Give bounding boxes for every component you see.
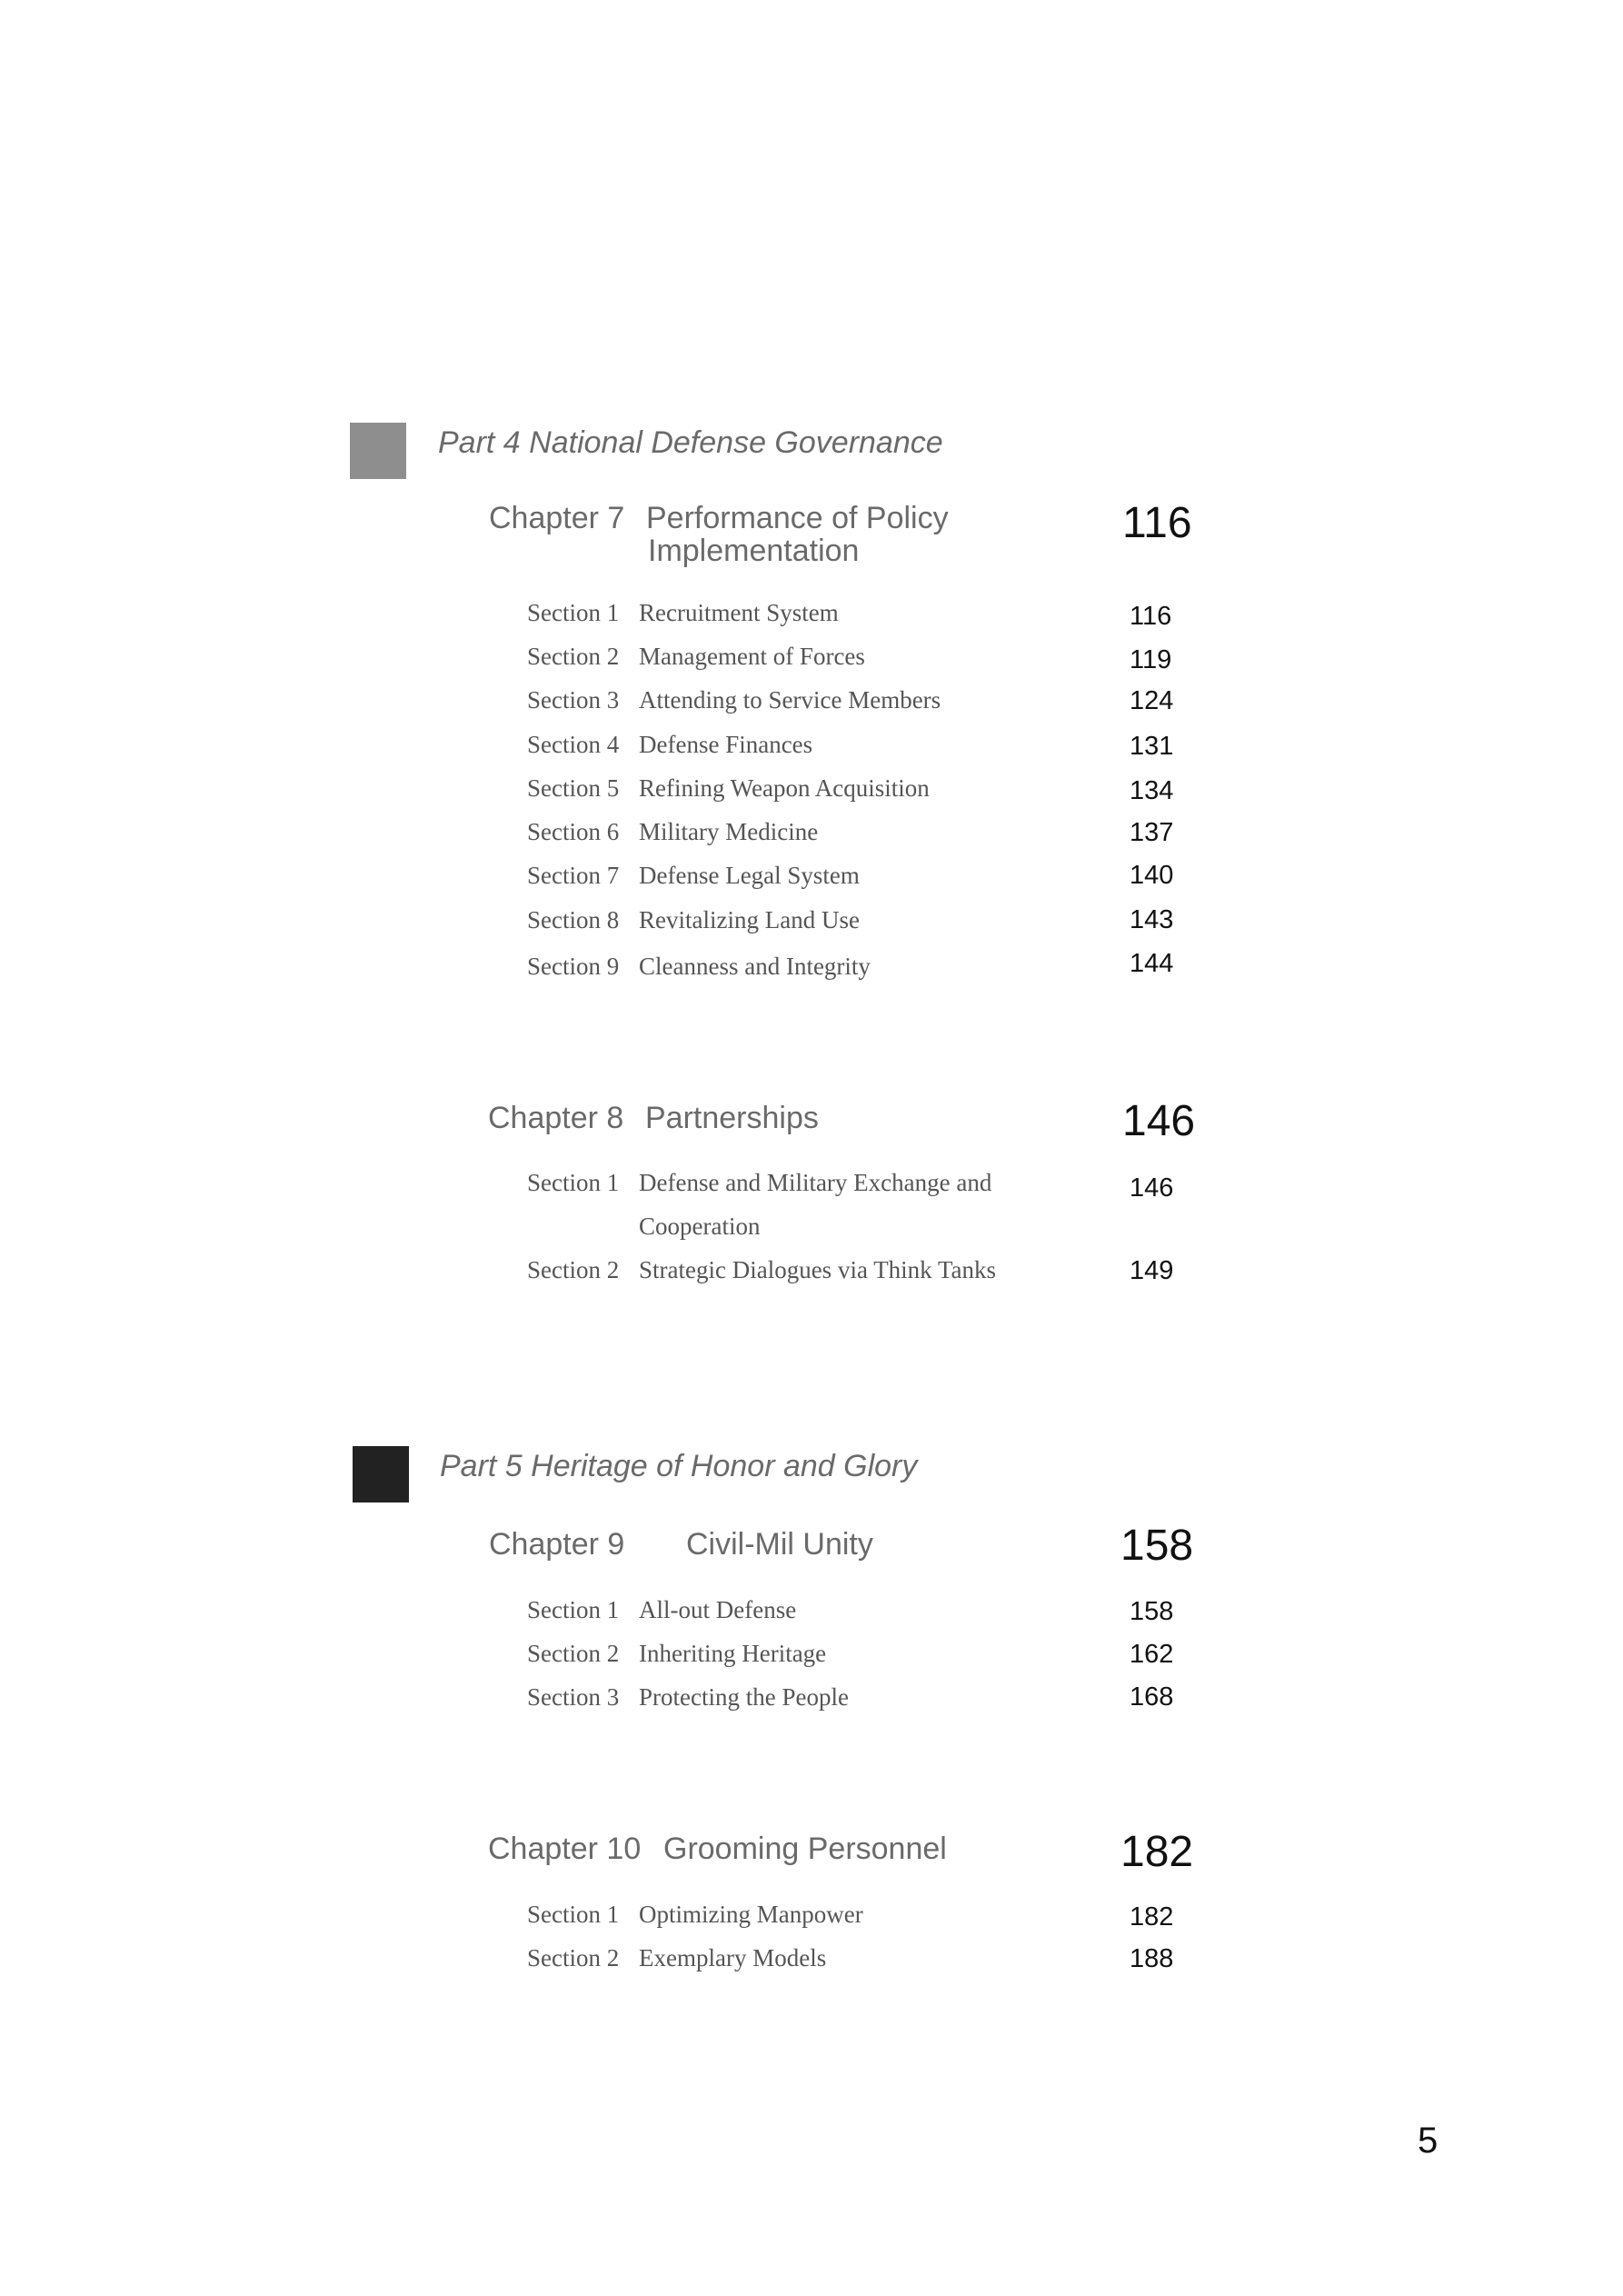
ch7-section-5-title: Refining Weapon Acquisition (639, 774, 930, 802)
ch7-section-3-title: Attending to Service Members (639, 686, 941, 714)
chapter-8-page: 146 (1122, 1097, 1196, 1145)
ch10-section-1-title: Optimizing Manpower (639, 1901, 863, 1928)
ch9-section-2-page: 162 (1130, 1640, 1174, 1669)
ch7-section-5-page: 134 (1130, 776, 1174, 805)
ch9-section-1-title: All-out Defense (639, 1596, 797, 1623)
ch9-section-3-label: Section 3 (527, 1683, 620, 1711)
part-5-title: Part 5 Heritage of Honor and Glory (440, 1449, 918, 1483)
ch7-section-7-label: Section 7 (527, 862, 620, 889)
chapter-10-title: Grooming Personnel (663, 1832, 947, 1866)
ch8-section-2-page: 149 (1130, 1256, 1174, 1285)
ch7-section-6-page: 137 (1130, 818, 1174, 847)
ch8-section-1-title-line-2: Cooperation (639, 1213, 761, 1240)
ch9-section-3-title: Protecting the People (639, 1683, 849, 1711)
ch7-section-4-label: Section 4 (527, 731, 620, 758)
ch7-section-1-label: Section 1 (527, 599, 620, 626)
ch7-section-8-page: 143 (1130, 905, 1174, 934)
ch9-section-1-page: 158 (1130, 1597, 1174, 1626)
chapter-10-page: 182 (1120, 1828, 1194, 1876)
ch8-section-1-label: Section 1 (527, 1169, 620, 1196)
ch7-section-8-label: Section 8 (527, 906, 620, 933)
chapter-9-title: Civil-Mil Unity (686, 1527, 873, 1562)
chapter-7-title-line-1: Performance of Policy (646, 501, 949, 535)
ch9-section-3-page: 168 (1130, 1682, 1174, 1712)
ch7-section-1-page: 116 (1130, 602, 1172, 631)
ch7-section-5-label: Section 5 (527, 774, 620, 802)
chapter-9-label: Chapter 9 (489, 1527, 625, 1562)
ch7-section-9-label: Section 9 (527, 953, 620, 980)
ch9-section-1-label: Section 1 (527, 1596, 620, 1623)
ch10-section-2-page: 188 (1130, 1944, 1174, 1973)
chapter-7-label: Chapter 7 (489, 501, 625, 535)
page-number: 5 (1418, 2121, 1439, 2161)
part-4-marker (350, 423, 406, 479)
ch7-section-6-title: Military Medicine (639, 818, 819, 845)
chapter-7-page: 116 (1122, 499, 1192, 547)
ch7-section-2-page: 119 (1130, 645, 1172, 674)
chapter-10-label: Chapter 10 (488, 1832, 642, 1866)
ch10-section-2-title: Exemplary Models (639, 1944, 827, 1972)
ch10-section-2-label: Section 2 (527, 1944, 620, 1972)
ch7-section-3-label: Section 3 (527, 686, 620, 714)
ch9-section-2-label: Section 2 (527, 1640, 620, 1667)
ch7-section-2-label: Section 2 (527, 643, 620, 670)
ch9-section-2-title: Inheriting Heritage (639, 1640, 827, 1667)
part-5-marker (353, 1446, 409, 1502)
ch7-section-3-page: 124 (1130, 686, 1174, 715)
ch7-section-7-page: 140 (1130, 861, 1174, 890)
chapter-7-title-line-2: Implementation (648, 534, 860, 568)
ch7-section-9-title: Cleanness and Integrity (639, 953, 871, 980)
ch7-section-8-title: Revitalizing Land Use (639, 906, 860, 933)
part-4-title: Part 4 National Defense Governance (438, 425, 943, 460)
chapter-9-page: 158 (1120, 1522, 1194, 1570)
ch7-section-4-page: 131 (1130, 732, 1174, 761)
ch7-section-6-label: Section 6 (527, 818, 620, 845)
ch8-section-1-page: 146 (1130, 1173, 1174, 1203)
chapter-8-title: Partnerships (645, 1101, 819, 1135)
ch7-section-9-page: 144 (1130, 949, 1174, 978)
ch8-section-2-title: Strategic Dialogues via Think Tanks (639, 1256, 997, 1283)
ch8-section-2-label: Section 2 (527, 1256, 620, 1283)
ch7-section-7-title: Defense Legal System (639, 862, 860, 889)
ch8-section-1-title-line-1: Defense and Military Exchange and (639, 1169, 992, 1196)
ch10-section-1-label: Section 1 (527, 1901, 620, 1928)
ch7-section-2-title: Management of Forces (639, 643, 865, 670)
ch10-section-1-page: 182 (1130, 1902, 1174, 1932)
chapter-8-label: Chapter 8 (488, 1101, 624, 1135)
ch7-section-4-title: Defense Finances (639, 731, 813, 758)
ch7-section-1-title: Recruitment System (639, 599, 839, 626)
